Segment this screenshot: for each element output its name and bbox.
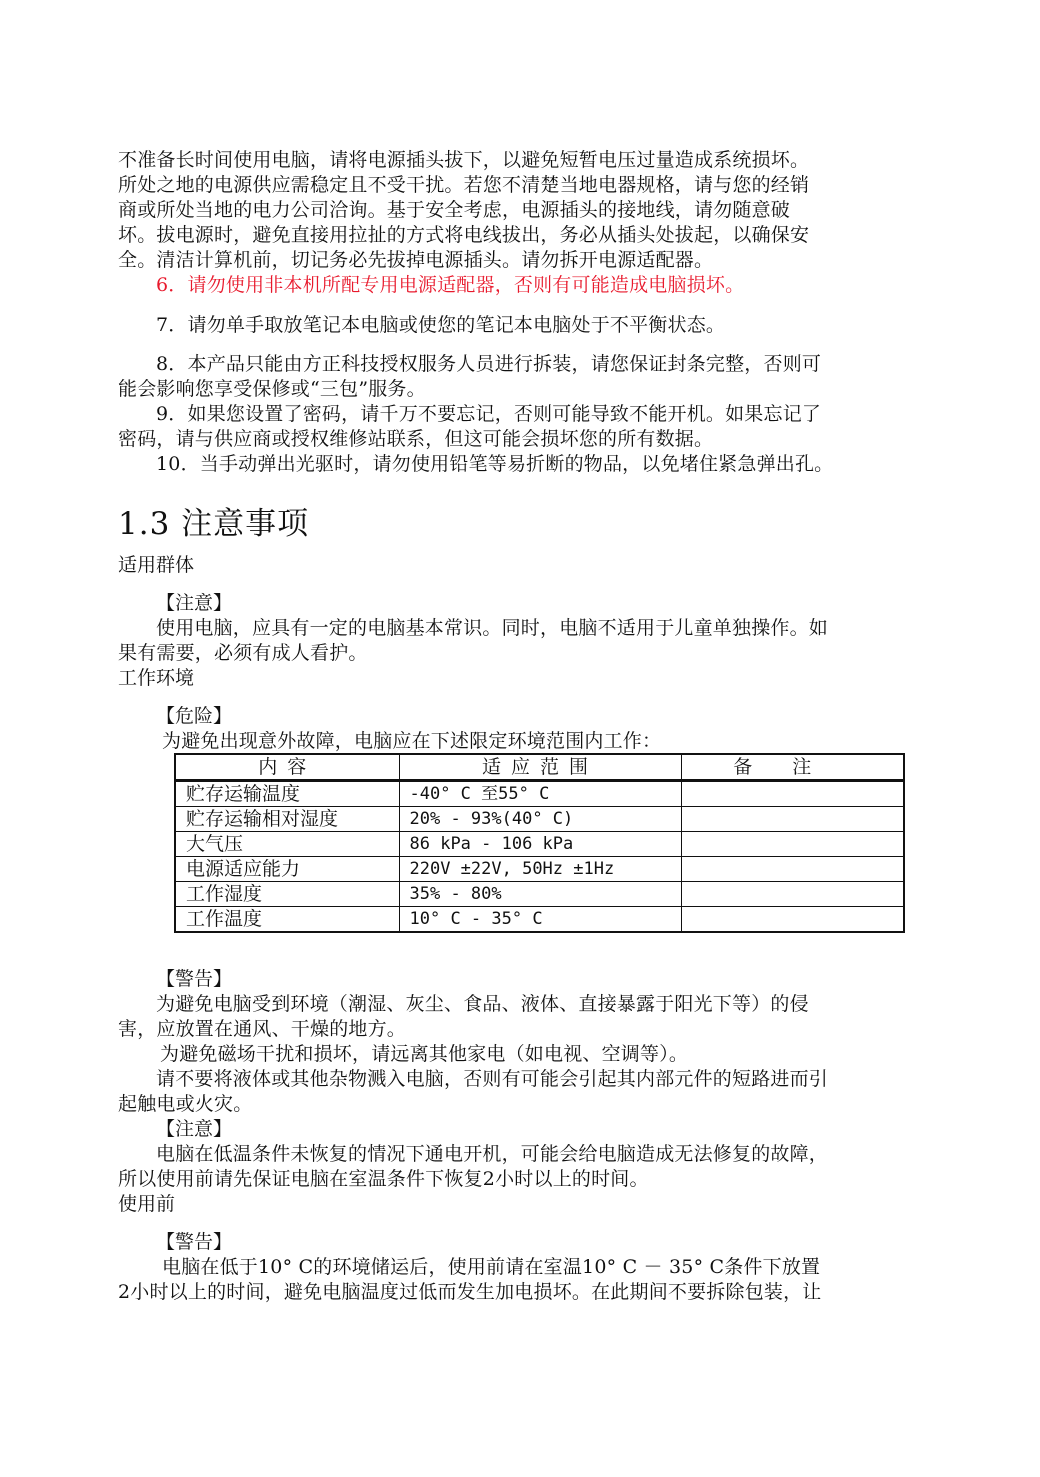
table-row: [175, 807, 904, 832]
table-row: [175, 781, 904, 807]
table-cell: 35% - 80%: [399, 882, 681, 907]
table-cell: 86 kPa - 106 kPa: [399, 832, 681, 857]
table-cell: 电源适应能力: [175, 857, 399, 882]
text-line: 请不要将液体或其他杂物溅入电脑，否则有可能会引起其内部元件的短路进而引: [156, 1068, 829, 1090]
subheading-before-use: 使用前: [118, 1193, 176, 1215]
section-title: 1.3 注意事项: [118, 506, 310, 542]
text-line: 害，应放置在通风、干燥的地方。: [118, 1018, 407, 1040]
table-row: [175, 882, 904, 907]
warning-tag: 【警告】: [156, 1231, 233, 1253]
text-line: 所处之地的电源供应需稳定且不受干扰。若您不清楚当地电器规格，请与您的经销: [118, 174, 810, 196]
item-7: 7．请勿单手取放笔记本电脑或使您的笔记本电脑处于不平衡状态。: [156, 314, 726, 336]
text-line: 使用电脑，应具有一定的电脑基本常识。同时，电脑不适用于儿童单独操作。如: [156, 617, 829, 639]
table-row: [175, 857, 904, 882]
item-8-line1: 8．本产品只能由方正科技授权服务人员进行拆装，请您保证封条完整，否则可: [156, 353, 822, 375]
text-line: 商或所处当地的电力公司洽询。基于安全考虑，电源插头的接地线，请勿随意破: [118, 199, 791, 221]
table-cell: 贮存运输温度: [175, 781, 399, 807]
table-cell: 工作湿度: [175, 882, 399, 907]
table-row: [175, 832, 904, 857]
table-cell: 大气压: [175, 832, 399, 857]
environment-table: [174, 753, 905, 933]
subheading-work-environment: 工作环境: [118, 667, 195, 689]
warning-tag: 【警告】: [156, 968, 233, 990]
table-cell: 10° C - 35° C: [399, 907, 681, 933]
text-line: 为避免出现意外故障，电脑应在下述限定环境范围内工作：: [162, 730, 662, 752]
text-line: 全。清洁计算机前，切记务必先拔掉电源插头。请勿拆开电源适配器。: [118, 249, 714, 271]
text-line: 2小时以上的时间，避免电脑温度过低而发生加电损坏。在此期间不要拆除包装，让: [118, 1281, 822, 1303]
danger-tag: 【危险】: [156, 705, 233, 727]
text-line: 所以使用前请先保证电脑在室温条件下恢复2小时以上的时间。: [118, 1168, 649, 1190]
text-line: 坏。拔电源时，避免直接用拉扯的方式将电线拔出，务必从插头处拔起，以确保安: [118, 224, 810, 246]
item-10: 10．当手动弹出光驱时，请勿使用铅笔等易折断的物品，以免堵住紧急弹出孔。: [156, 453, 834, 475]
text-line: 果有需要，必须有成人看护。: [118, 642, 368, 664]
table-cell: 工作温度: [175, 907, 399, 933]
item-9-line2: 密码，请与供应商或授权维修站联系，但这可能会损坏您的所有数据。: [118, 428, 714, 450]
table-header-row: [175, 754, 904, 781]
subheading-applicable-group: 适用群体: [118, 554, 195, 576]
item-9-line1: 9．如果您设置了密码，请千万不要忘记，否则可能导致不能开机。如果忘记了: [156, 403, 822, 425]
text-line: 起触电或火灾。: [118, 1093, 253, 1115]
text-line: 为避免电脑受到环境（潮湿、灰尘、食品、液体、直接暴露于阳光下等）的侵: [156, 993, 809, 1015]
table-cell: [681, 781, 904, 807]
text-line: 不准备长时间使用电脑，请将电源插头拔下，以避免短暂电压过量造成系统损坏。: [118, 149, 810, 171]
table-cell: -40° C 至55° C: [399, 781, 681, 807]
table-row: [175, 907, 904, 933]
table-cell: [681, 832, 904, 857]
table-cell: [681, 857, 904, 882]
column-header: 备注: [681, 754, 904, 781]
table-cell: [681, 907, 904, 933]
item-6-highlighted: 6．请勿使用非本机所配专用电源适配器，否则有可能造成电脑损坏。: [156, 274, 745, 296]
table-cell: 220V ±22V, 50Hz ±1Hz: [399, 857, 681, 882]
text-line: 电脑在低温条件未恢复的情况下通电开机，可能会给电脑造成无法修复的故障，: [156, 1143, 829, 1165]
text-line: 为避免磁场干扰和损坏，请远离其他家电（如电视、空调等）。: [160, 1043, 689, 1065]
column-header: 内容: [175, 754, 399, 781]
column-header: 适应范围: [399, 754, 681, 781]
item-8-line2: 能会影响您享受保修或“三包”服务。: [118, 378, 426, 400]
table-cell: [681, 882, 904, 907]
caution-tag: 【注意】: [156, 1118, 233, 1140]
table-cell: [681, 807, 904, 832]
caution-tag: 【注意】: [156, 592, 233, 614]
table-cell: 贮存运输相对湿度: [175, 807, 399, 832]
text-line: 电脑在低于10° C的环境储运后，使用前请在室温10° C － 35° C条件下放置: [162, 1256, 821, 1278]
table-cell: 20% - 93%(40° C): [399, 807, 681, 832]
